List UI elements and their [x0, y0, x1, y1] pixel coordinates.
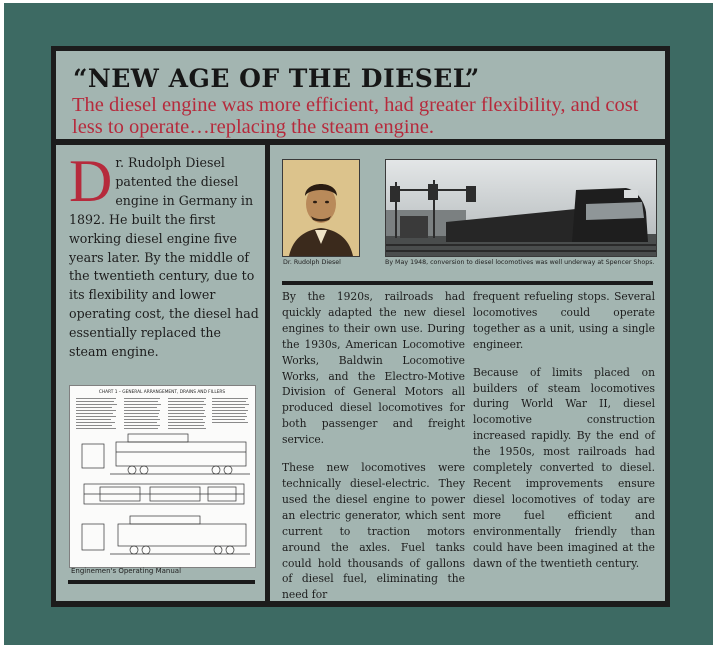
header-panel — [56, 51, 665, 139]
page-title: “NEW AGE OF THE DIESEL” — [73, 64, 480, 93]
page-subtitle: The diesel engine was more efficient, had greater flexibility, and cost less to operate…replacing the steam engine. — [72, 94, 639, 138]
locomotive-lower-view — [82, 516, 250, 554]
body-column-1 — [282, 289, 465, 601]
manual-diagram-image — [69, 385, 256, 568]
train-graphic — [386, 160, 656, 256]
body-paragraph: By the 1920s, railroads had quickly adapted the new diesel engines to their own use. During the 1930s, American Locomotive Works, Baldwin Locomotive Works, and the Electro-Motive Division of General Motors all produced diesel locomotives for both passenger and freight service. — [282, 290, 465, 447]
locomotive-diagram-graphic — [70, 386, 255, 567]
drop-cap: D — [69, 148, 113, 214]
manual-caption: Enginemen's Operating Manual — [71, 567, 182, 575]
intro-text: r. Rudolph Diesel patented the diesel engine in Germany in 1892. He built the first working diesel engine five years later. By the middle of the twentieth century, due to its flexibility and lower operating cost, the diesel had essentially replaced the steam engine. — [69, 155, 259, 360]
manual-chart-title: CHART 1 – GENERAL ARRANGEMENT, DRAINS AND FILLERS — [98, 390, 226, 395]
body-paragraph: frequent refueling stops. Several locomotives could operate together as a unit, using a single engineer. — [473, 290, 655, 351]
train-photo — [385, 159, 657, 257]
train-caption: By May 1948, conversion to diesel locomotives was well underway at Spencer Shops. — [385, 259, 655, 266]
exhibit-background — [4, 3, 713, 645]
portrait-graphic — [283, 160, 359, 256]
locomotive-top-view — [84, 484, 244, 504]
portrait-photo — [282, 159, 360, 257]
divider-rule — [68, 580, 255, 584]
right-panel — [270, 145, 665, 601]
divider-rule-right — [282, 281, 653, 285]
body-column-2 — [473, 289, 655, 583]
exhibit-sign — [51, 46, 670, 607]
body-paragraph: Because of limits placed on builders of steam locomotives during World War II, diesel locomotive construction increased rapidly. By the end of the 1950s, most railroads had completely converted to diesel. Recent improvements ensure diesel locomotives of today are more fuel efficient and environmentally friendly than could have been imagined at the dawn of the twentieth century. — [473, 365, 655, 570]
intro-text-block — [69, 148, 259, 362]
locomotive-side-view — [82, 434, 250, 474]
left-panel — [56, 145, 265, 601]
manual-legend-lines — [76, 398, 249, 429]
body-paragraph: These new locomotives were technically diesel-electric. They used the diesel engine to power an electric generator, which sent current to traction motors around the axles. Fuel tanks could hold thousands of gallons of diesel fuel, eliminating the need for — [282, 461, 465, 601]
portrait-caption: Dr. Rudolph Diesel — [283, 259, 341, 266]
